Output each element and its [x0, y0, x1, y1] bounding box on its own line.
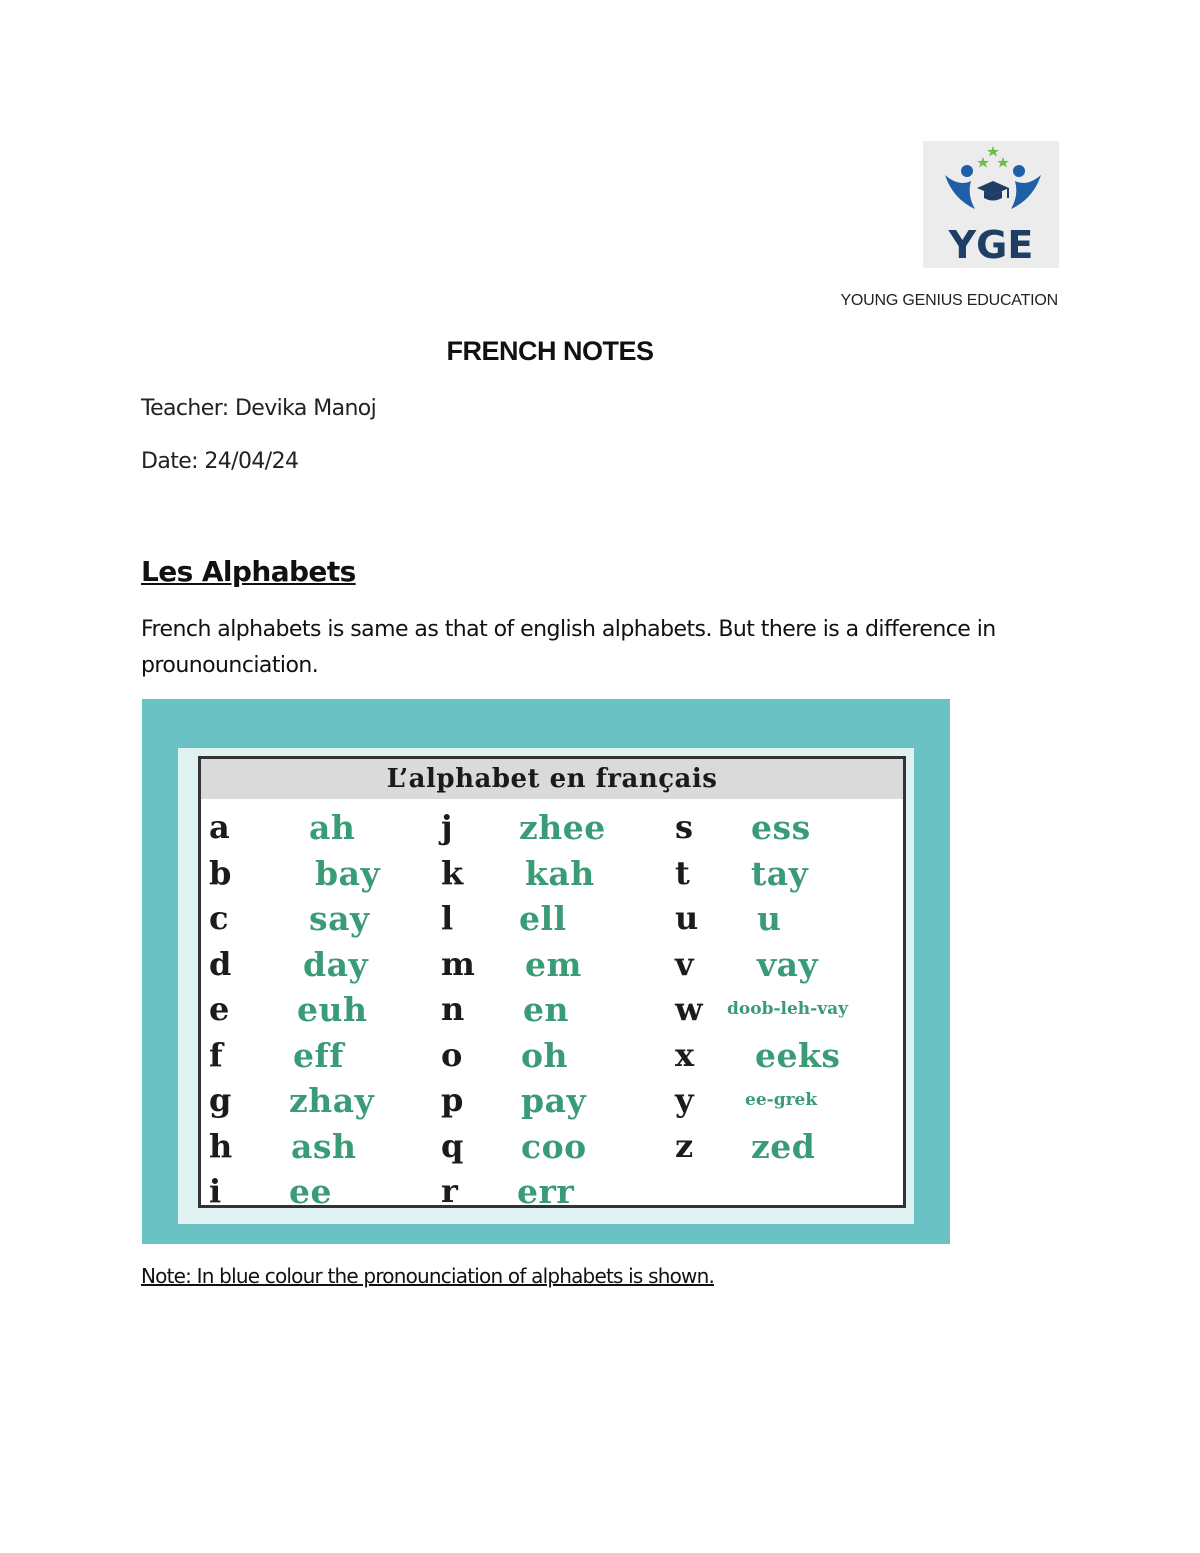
alphabet-letter: l: [441, 899, 454, 937]
alphabet-row: [675, 1033, 901, 1079]
alphabet-row: [675, 1078, 901, 1124]
alphabet-pronunciation: doob-leh-vay: [727, 999, 848, 1019]
alphabet-letter: a: [209, 808, 230, 846]
person-body-icon: [945, 175, 975, 209]
alphabet-letter: m: [441, 944, 475, 983]
alphabet-pronunciation: zed: [751, 1126, 816, 1166]
alphabet-row: [441, 987, 661, 1033]
alphabet-row: [441, 1169, 661, 1215]
alphabet-row: [209, 1124, 429, 1170]
alphabet-chart-image: [142, 699, 950, 1244]
alphabet-pronunciation: u: [757, 899, 782, 938]
alphabet-column-2: [441, 805, 661, 1215]
alphabet-row: [675, 1124, 901, 1170]
alphabet-pronunciation: coo: [521, 1126, 587, 1166]
alphabet-row: [209, 987, 429, 1033]
alphabet-row: [441, 942, 661, 988]
yge-logo: [923, 141, 1059, 268]
alphabet-pronunciation: kah: [525, 853, 595, 893]
person-head-icon: [1013, 165, 1025, 177]
alphabet-column-3: [675, 805, 901, 1169]
alphabet-letter: o: [441, 1035, 463, 1074]
alphabet-pronunciation: day: [303, 944, 369, 984]
alphabet-row: [441, 1124, 661, 1170]
date-line: Date: 24/04/24: [141, 449, 299, 474]
alphabet-pronunciation: ess: [751, 808, 811, 847]
alphabet-pronunciation: zhee: [519, 808, 606, 847]
alphabet-letter: h: [209, 1126, 233, 1165]
logo-graphic: [923, 141, 1059, 268]
alphabet-pronunciation: err: [517, 1172, 575, 1211]
alphabet-letter: x: [675, 1035, 695, 1074]
alphabet-row: [675, 987, 901, 1033]
alphabet-letter: p: [441, 1081, 464, 1119]
section-heading: Les Alphabets: [141, 555, 356, 588]
alphabet-pronunciation: ee: [289, 1172, 332, 1211]
teacher-line: Teacher: Devika Manoj: [141, 396, 377, 421]
alphabet-pronunciation: ell: [519, 899, 567, 938]
alphabet-chart-inner: [178, 748, 914, 1224]
star-icon: [977, 157, 989, 168]
alphabet-letter: i: [209, 1172, 222, 1210]
alphabet-letter: r: [441, 1172, 458, 1210]
person-head-icon: [961, 165, 973, 177]
alphabet-letter: y: [675, 1081, 694, 1119]
alphabet-letter: b: [209, 853, 232, 892]
person-body-icon: [1011, 175, 1041, 209]
alphabet-pronunciation: zhay: [289, 1081, 375, 1120]
alphabet-row: [209, 942, 429, 988]
alphabet-letter: v: [675, 944, 694, 983]
logo-text: YGE: [948, 223, 1034, 267]
alphabet-pronunciation: ee-grek: [745, 1090, 818, 1110]
page-title: FRENCH NOTES: [446, 336, 654, 366]
alphabet-letter: j: [441, 808, 453, 846]
alphabet-letter: g: [209, 1081, 232, 1119]
star-icon: [997, 157, 1009, 168]
alphabet-row: [441, 805, 661, 851]
alphabet-letter: z: [675, 1126, 694, 1165]
alphabet-row: [675, 942, 901, 988]
alphabet-pronunciation: ash: [291, 1126, 357, 1166]
alphabet-pronunciation: vay: [757, 944, 819, 984]
alphabet-letter: n: [441, 990, 465, 1028]
alphabet-row: [441, 1078, 661, 1124]
alphabet-row: [441, 851, 661, 897]
alphabet-letter: d: [209, 944, 232, 983]
logo-caption: YOUNG GENIUS EDUCATION: [840, 292, 1058, 309]
alphabet-row: [209, 805, 429, 851]
alphabet-pronunciation: oh: [521, 1035, 569, 1075]
alphabet-column-1: [209, 805, 429, 1215]
intro-paragraph: French alphabets is same as that of english alphabets. But there is a difference in prounounciation.: [141, 617, 996, 678]
alphabet-pronunciation: tay: [751, 853, 809, 893]
alphabet-pronunciation: say: [309, 899, 370, 938]
alphabet-row: [209, 896, 429, 942]
alphabet-row: [209, 1169, 429, 1215]
alphabet-letter: t: [675, 853, 690, 892]
alphabet-letter: f: [209, 1035, 223, 1074]
alphabet-row: [675, 805, 901, 851]
alphabet-letter: s: [675, 808, 694, 846]
alphabet-row: [675, 851, 901, 897]
alphabet-pronunciation: euh: [297, 990, 368, 1029]
alphabet-letter: c: [209, 899, 229, 937]
alphabet-chart-card: [198, 756, 906, 1211]
alphabet-pronunciation: bay: [315, 853, 381, 893]
alphabet-letter: e: [209, 990, 230, 1028]
alphabet-chart-title: L’alphabet en français: [201, 759, 903, 799]
graduation-cap-icon: [977, 181, 1009, 195]
alphabet-pronunciation: em: [525, 944, 582, 984]
note-text: Note: In blue colour the pronounciation of alphabets is shown.: [141, 1264, 715, 1288]
alphabet-letter: w: [675, 990, 703, 1028]
star-icon: [987, 146, 999, 157]
alphabet-letter: k: [441, 853, 464, 892]
alphabet-row: [441, 896, 661, 942]
alphabet-row: [675, 896, 901, 942]
alphabet-row: [441, 1033, 661, 1079]
alphabet-pronunciation: en: [523, 990, 569, 1029]
alphabet-pronunciation: eeks: [755, 1035, 841, 1075]
alphabet-letter: u: [675, 899, 699, 937]
alphabet-row: [209, 851, 429, 897]
alphabet-pronunciation: ah: [309, 808, 356, 847]
alphabet-pronunciation: eff: [293, 1035, 344, 1075]
alphabet-row: [209, 1078, 429, 1124]
alphabet-row: [209, 1033, 429, 1079]
alphabet-pronunciation: pay: [521, 1081, 587, 1120]
alphabet-letter: q: [441, 1126, 464, 1165]
